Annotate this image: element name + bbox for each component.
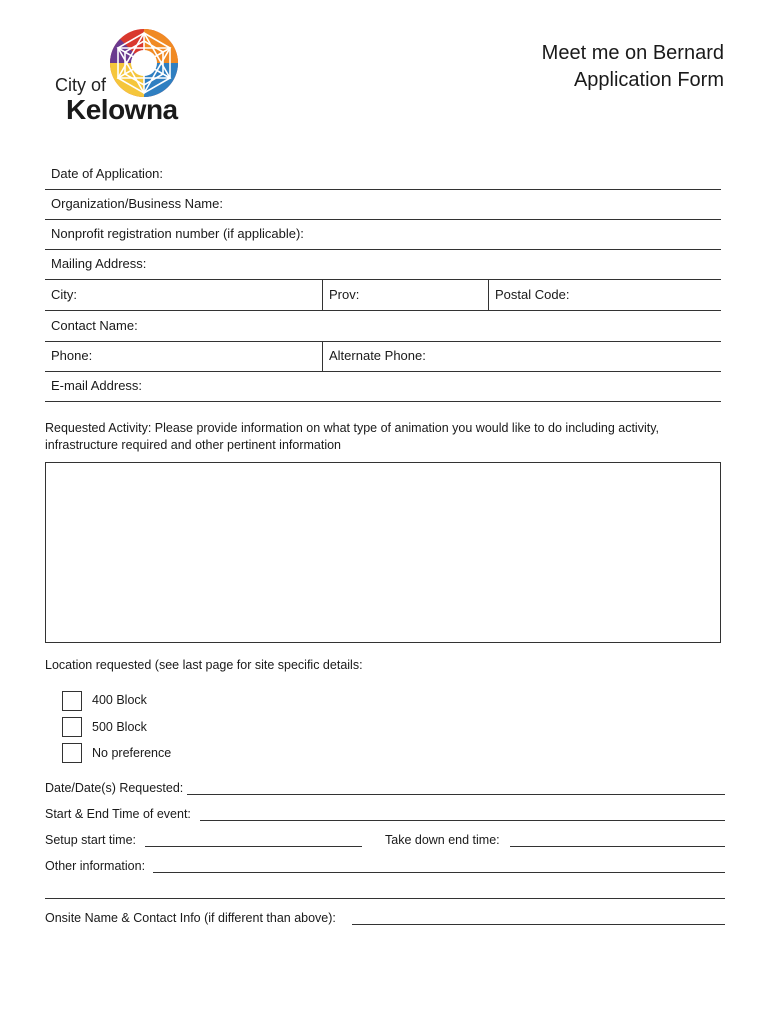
other-information-label: Other information: <box>45 859 146 873</box>
option-label-no-preference: No preference <box>92 746 172 760</box>
checkbox-400-block[interactable] <box>62 691 82 711</box>
take-down-end-time-label: Take down end time: <box>385 833 500 847</box>
date-of-application-row <box>45 159 721 190</box>
form-title <box>542 40 724 94</box>
contact-name-row <box>45 311 721 342</box>
onsite-contact-line[interactable] <box>352 924 725 925</box>
onsite-contact-label: Onsite Name & Contact Info (if different than above): <box>45 911 336 925</box>
option-label-500-block: 500 Block <box>92 720 147 734</box>
dates-requested-line[interactable] <box>187 794 725 795</box>
organization-field[interactable]: Organization/Business Name: <box>51 196 223 211</box>
city-prov-postal-row <box>45 280 721 311</box>
nonprofit-registration-field[interactable]: Nonprofit registration number (if applicable): <box>51 226 304 241</box>
email-address-field[interactable]: E-mail Address: <box>51 378 143 393</box>
city-of-kelowna-logo-icon <box>108 27 180 99</box>
requested-activity-line1: Requested Activity: Please provide information on what type of animation you would like to do including activity, <box>45 421 659 435</box>
form-title-line2: Application Form <box>573 69 724 91</box>
checkbox-no-preference[interactable] <box>62 743 82 763</box>
setup-start-time-line[interactable] <box>145 846 362 847</box>
requested-activity-textarea[interactable] <box>45 462 721 643</box>
phone-field[interactable]: Phone: <box>51 348 93 363</box>
start-end-time-line[interactable] <box>200 820 725 821</box>
take-down-end-time-line[interactable] <box>510 846 725 847</box>
organization-row <box>45 189 721 220</box>
nonprofit-row <box>45 219 721 250</box>
checkbox-500-block[interactable] <box>62 717 82 737</box>
postal-code-field[interactable]: Postal Code: <box>488 280 721 310</box>
location-requested-label: Location requested (see last page for site specific details: <box>45 658 363 672</box>
mailing-address-row <box>45 249 721 280</box>
mailing-address-field[interactable]: Mailing Address: <box>51 256 147 271</box>
requested-activity-instructions <box>45 420 725 454</box>
alternate-phone-field[interactable]: Alternate Phone: <box>322 341 721 371</box>
prov-field[interactable]: Prov: <box>322 280 488 310</box>
form-title-line1: Meet me on Bernard <box>541 42 724 64</box>
city-field[interactable]: City: <box>51 287 77 302</box>
phone-row <box>45 341 721 372</box>
contact-name-field[interactable]: Contact Name: <box>51 318 138 333</box>
requested-activity-line2: infrastructure required and other pertinent information <box>45 438 341 452</box>
logo-kelowna-text: Kelowna <box>66 94 178 125</box>
dates-requested-label: Date/Date(s) Requested: <box>45 781 184 795</box>
start-end-time-label: Start & End Time of event: <box>45 807 191 821</box>
other-information-line-2[interactable] <box>45 898 725 899</box>
date-of-application-field[interactable]: Date of Application: <box>51 166 164 181</box>
other-information-line[interactable] <box>153 872 725 873</box>
option-label-400-block: 400 Block <box>92 693 147 707</box>
setup-start-time-label: Setup start time: <box>45 833 137 847</box>
email-row <box>45 371 721 402</box>
logo-city-of-text: City of <box>55 75 107 95</box>
